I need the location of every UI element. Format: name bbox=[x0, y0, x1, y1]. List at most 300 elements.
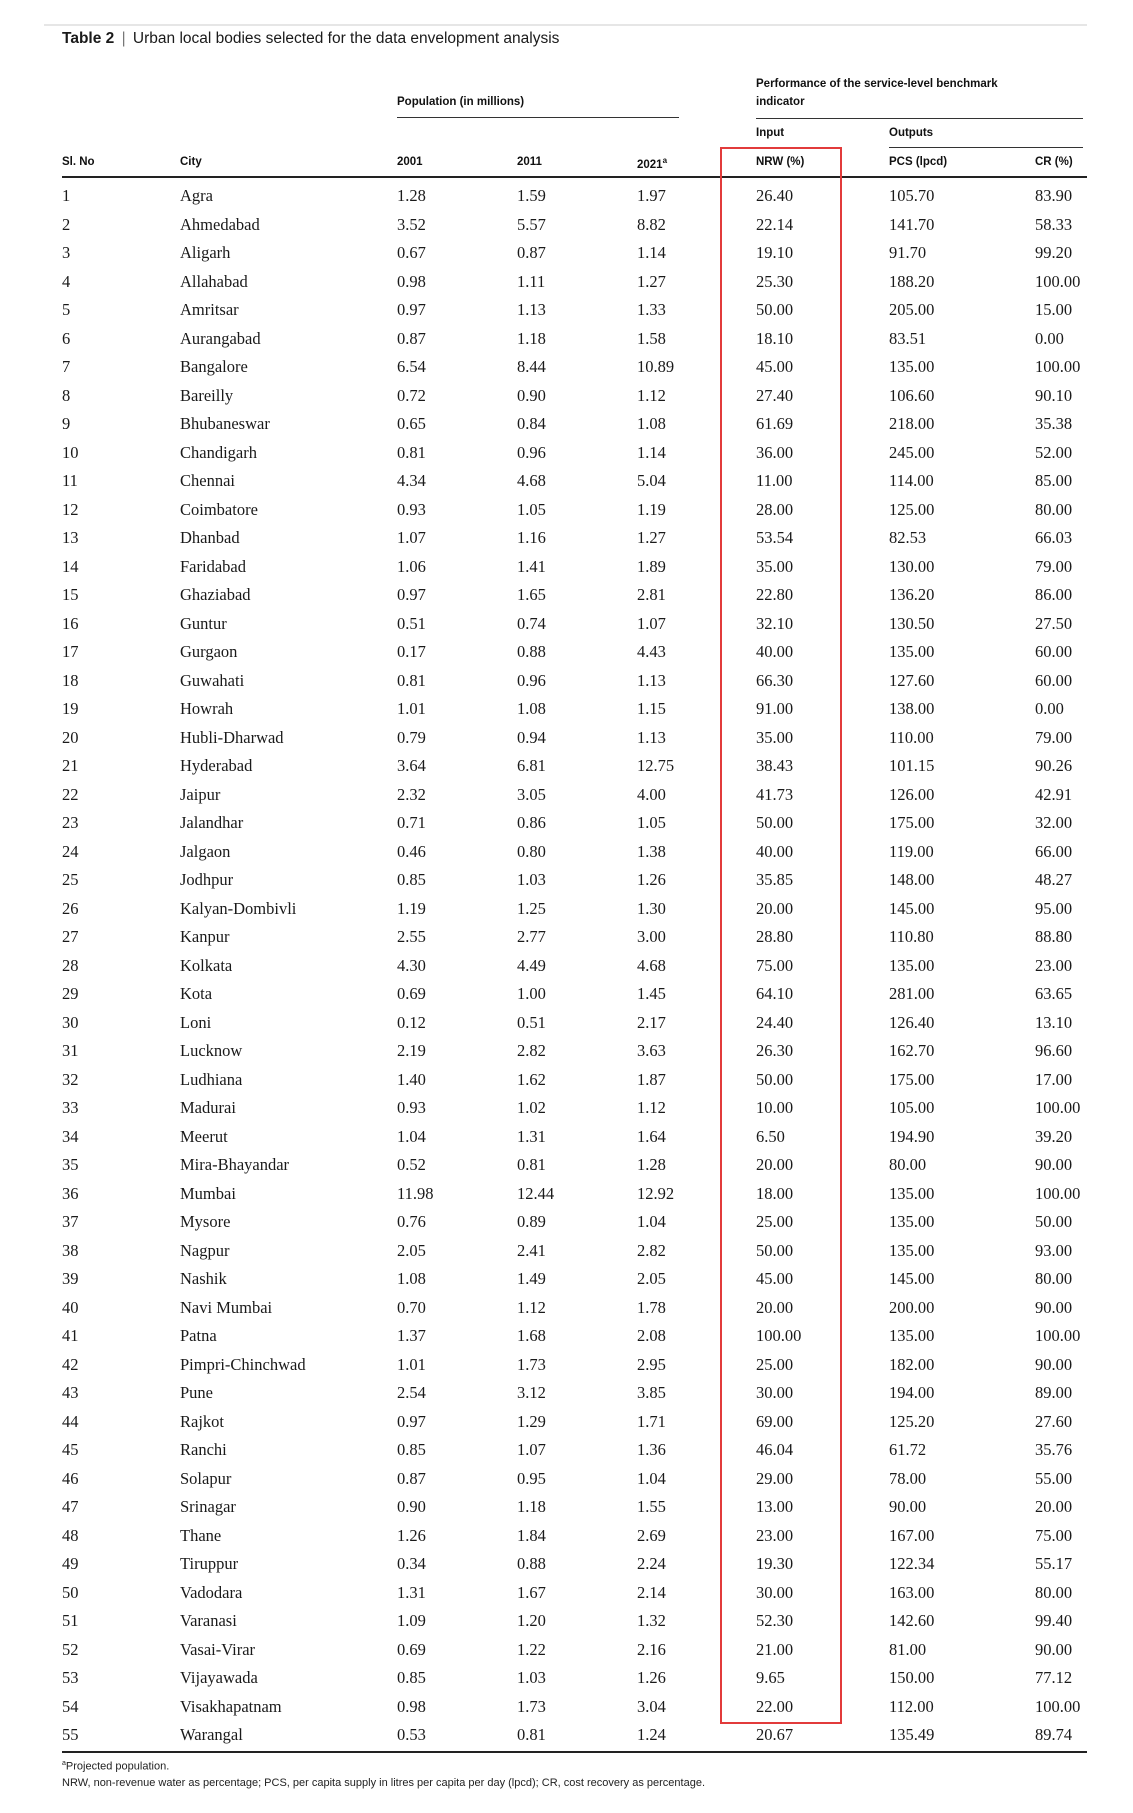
sl-no-cell: 14 bbox=[62, 556, 79, 576]
pcs-cell: 150.00 bbox=[889, 1668, 935, 1687]
pop-2021-cell: 8.82 bbox=[637, 214, 666, 234]
pop-2001-cell: 6.54 bbox=[397, 357, 426, 376]
nrw-cell: 20.67 bbox=[756, 1725, 794, 1744]
pcs-cell: 167.00 bbox=[889, 1525, 935, 1545]
pcs-cell: 135.00 bbox=[889, 1240, 935, 1260]
pop-2021-cell: 1.36 bbox=[637, 1440, 666, 1459]
sl-no-cell: 38 bbox=[62, 1240, 79, 1260]
footnote-projected bbox=[62, 1760, 169, 1773]
pop-2021-cell: 1.64 bbox=[637, 1126, 666, 1146]
cr-cell: 80.00 bbox=[1035, 1269, 1073, 1288]
sl-no-cell: 22 bbox=[62, 784, 79, 804]
pop-2021-cell: 2.08 bbox=[637, 1326, 666, 1345]
pop-2021-cell: 5.04 bbox=[637, 471, 666, 490]
city-cell: Jalandhar bbox=[180, 813, 244, 832]
cr-cell: 99.40 bbox=[1035, 1611, 1073, 1630]
col-header-pcs: PCS (lpcd) bbox=[889, 156, 948, 168]
pop-2021-cell: 1.15 bbox=[637, 699, 666, 718]
cr-cell: 60.00 bbox=[1035, 670, 1073, 690]
pop-2011-cell: 1.73 bbox=[517, 1354, 546, 1374]
pcs-cell: 141.70 bbox=[889, 214, 935, 234]
pop-2011-cell: 0.95 bbox=[517, 1468, 546, 1488]
pop-2021-cell: 4.00 bbox=[637, 784, 666, 804]
table-label: Table 2 bbox=[62, 30, 115, 47]
pop-2021-cell: 1.97 bbox=[637, 186, 666, 205]
city-cell: Kalyan-Dombivli bbox=[180, 898, 297, 918]
pop-2001-cell: 1.19 bbox=[397, 898, 426, 918]
cr-cell: 90.00 bbox=[1035, 1354, 1073, 1374]
pcs-cell: 194.90 bbox=[889, 1126, 935, 1146]
pop-2021-cell: 1.26 bbox=[637, 1668, 666, 1687]
table-row bbox=[0, 1637, 1133, 1663]
table-row bbox=[0, 1523, 1133, 1549]
pop-2021-cell: 1.13 bbox=[637, 727, 666, 747]
sl-no-cell: 25 bbox=[62, 870, 79, 889]
table-row bbox=[0, 639, 1133, 665]
pcs-cell: 205.00 bbox=[889, 300, 935, 319]
table-row bbox=[0, 497, 1133, 523]
nrw-cell: 66.30 bbox=[756, 670, 794, 690]
footnote-projected-text: Projected population. bbox=[65, 1760, 170, 1773]
pcs-cell: 135.00 bbox=[889, 357, 935, 376]
pop-2021-cell: 1.71 bbox=[637, 1411, 666, 1431]
cr-cell: 100.00 bbox=[1035, 1326, 1081, 1345]
pcs-cell: 106.60 bbox=[889, 385, 935, 405]
pcs-cell: 126.00 bbox=[889, 784, 935, 804]
pop-2021-cell: 2.82 bbox=[637, 1240, 666, 1260]
sl-no-cell: 12 bbox=[62, 499, 79, 519]
pop-2021-cell: 2.24 bbox=[637, 1554, 666, 1573]
nrw-cell: 24.40 bbox=[756, 1012, 794, 1032]
pop-2021-cell: 1.45 bbox=[637, 984, 666, 1003]
cr-cell: 90.00 bbox=[1035, 1297, 1073, 1317]
table-row bbox=[0, 1323, 1133, 1349]
pop-2001-cell: 0.98 bbox=[397, 271, 426, 291]
pop-2021-cell: 1.04 bbox=[637, 1212, 666, 1231]
city-cell: Varanasi bbox=[180, 1611, 237, 1630]
caption-separator: | bbox=[121, 30, 126, 47]
pop-2001-cell: 0.69 bbox=[397, 1639, 426, 1659]
pop-2011-cell: 1.67 bbox=[517, 1582, 546, 1602]
table-row bbox=[0, 1181, 1133, 1207]
cr-cell: 89.00 bbox=[1035, 1383, 1073, 1402]
cr-cell: 15.00 bbox=[1035, 300, 1073, 319]
pop-2011-cell: 0.90 bbox=[517, 385, 546, 405]
city-cell: Vasai-Virar bbox=[180, 1639, 256, 1659]
table-row bbox=[0, 1722, 1133, 1748]
sl-no-cell: 18 bbox=[62, 670, 79, 690]
pcs-cell: 145.00 bbox=[889, 1269, 935, 1288]
nrw-cell: 64.10 bbox=[756, 984, 794, 1003]
city-cell: Pimpri-Chinchwad bbox=[180, 1354, 306, 1374]
table-row bbox=[0, 1380, 1133, 1406]
pop-2011-cell: 6.81 bbox=[517, 756, 546, 775]
pop-2001-cell: 0.97 bbox=[397, 300, 426, 319]
pop-2001-cell: 4.34 bbox=[397, 471, 426, 490]
city-cell: Gurgaon bbox=[180, 642, 238, 661]
pcs-cell: 182.00 bbox=[889, 1354, 935, 1374]
pop-2001-cell: 1.09 bbox=[397, 1611, 426, 1630]
sl-no-cell: 19 bbox=[62, 699, 79, 718]
pop-2001-cell: 0.97 bbox=[397, 1411, 426, 1431]
city-cell: Mumbai bbox=[180, 1183, 236, 1203]
table-row bbox=[0, 782, 1133, 808]
city-cell: Jodhpur bbox=[180, 870, 234, 889]
header-input: Input bbox=[756, 127, 785, 139]
cr-cell: 95.00 bbox=[1035, 898, 1073, 918]
table-row bbox=[0, 1010, 1133, 1036]
nrw-cell: 69.00 bbox=[756, 1411, 794, 1431]
table-row bbox=[0, 668, 1133, 694]
sl-no-cell: 47 bbox=[62, 1497, 79, 1516]
cr-cell: 0.00 bbox=[1035, 328, 1064, 348]
nrw-cell: 20.00 bbox=[756, 1297, 794, 1317]
city-cell: Lucknow bbox=[180, 1041, 243, 1060]
pop-2021-cell: 1.13 bbox=[637, 670, 666, 690]
city-cell: Aligarh bbox=[180, 243, 231, 262]
pcs-cell: 119.00 bbox=[889, 841, 934, 861]
city-cell: Tiruppur bbox=[180, 1554, 239, 1573]
city-cell: Madurai bbox=[180, 1098, 236, 1117]
nrw-cell: 52.30 bbox=[756, 1611, 794, 1630]
city-cell: Amritsar bbox=[180, 300, 239, 319]
nrw-cell: 26.40 bbox=[756, 186, 794, 205]
pop-2011-cell: 2.41 bbox=[517, 1240, 546, 1260]
pcs-cell: 130.00 bbox=[889, 556, 935, 576]
city-cell: Srinagar bbox=[180, 1497, 236, 1516]
pop-2001-cell: 1.26 bbox=[397, 1525, 426, 1545]
pop-2021-cell: 1.89 bbox=[637, 556, 666, 576]
pcs-cell: 135.00 bbox=[889, 1183, 935, 1203]
col-header-2011: 2011 bbox=[517, 156, 542, 168]
col-header-cr: CR (%) bbox=[1035, 156, 1073, 168]
cr-cell: 100.00 bbox=[1035, 357, 1081, 376]
nrw-cell: 28.80 bbox=[756, 927, 794, 946]
header-performance-group-line2: indicator bbox=[756, 96, 805, 108]
pop-2021-cell: 1.24 bbox=[637, 1725, 666, 1744]
table-row bbox=[0, 1238, 1133, 1264]
nrw-cell: 30.00 bbox=[756, 1582, 794, 1602]
pop-2021-cell: 2.95 bbox=[637, 1354, 666, 1374]
pop-2011-cell: 3.12 bbox=[517, 1383, 546, 1402]
pop-2001-cell: 0.76 bbox=[397, 1212, 426, 1231]
pop-2021-cell: 3.00 bbox=[637, 927, 666, 946]
cr-cell: 50.00 bbox=[1035, 1212, 1073, 1231]
city-cell: Loni bbox=[180, 1012, 212, 1032]
nrw-cell: 40.00 bbox=[756, 642, 794, 661]
pop-2021-cell: 3.85 bbox=[637, 1383, 666, 1402]
city-cell: Mysore bbox=[180, 1212, 231, 1231]
table-row bbox=[0, 753, 1133, 779]
nrw-cell: 30.00 bbox=[756, 1383, 794, 1402]
sl-no-cell: 21 bbox=[62, 756, 79, 775]
pop-2001-cell: 0.67 bbox=[397, 243, 426, 262]
city-cell: Chennai bbox=[180, 471, 235, 490]
sl-no-cell: 52 bbox=[62, 1639, 79, 1659]
cr-cell: 90.00 bbox=[1035, 1155, 1073, 1174]
pop-2001-cell: 0.70 bbox=[397, 1297, 426, 1317]
city-cell: Dhanbad bbox=[180, 528, 240, 547]
pcs-cell: 110.00 bbox=[889, 727, 934, 747]
pop-2021-cell: 1.14 bbox=[637, 442, 666, 462]
nrw-cell: 36.00 bbox=[756, 442, 794, 462]
nrw-cell: 19.10 bbox=[756, 243, 794, 262]
city-cell: Hubli-Dharwad bbox=[180, 727, 284, 747]
cr-cell: 100.00 bbox=[1035, 1183, 1081, 1203]
cr-cell: 13.10 bbox=[1035, 1012, 1073, 1032]
nrw-cell: 45.00 bbox=[756, 357, 794, 376]
pop-2001-cell: 0.71 bbox=[397, 813, 426, 832]
cr-cell: 35.76 bbox=[1035, 1440, 1073, 1459]
pcs-cell: 105.70 bbox=[889, 186, 935, 205]
city-cell: Jaipur bbox=[180, 784, 221, 804]
table-row bbox=[0, 297, 1133, 323]
pop-2011-cell: 0.87 bbox=[517, 243, 546, 262]
pop-2021-cell: 12.92 bbox=[637, 1183, 675, 1203]
sl-no-cell: 48 bbox=[62, 1525, 79, 1545]
cr-cell: 100.00 bbox=[1035, 1696, 1081, 1716]
pop-2011-cell: 1.25 bbox=[517, 898, 546, 918]
col-header-sl-no: Sl. No bbox=[62, 156, 95, 168]
pop-2021-cell: 1.28 bbox=[637, 1155, 666, 1174]
nrw-cell: 25.30 bbox=[756, 271, 794, 291]
sl-no-cell: 29 bbox=[62, 984, 79, 1003]
pop-2001-cell: 0.72 bbox=[397, 385, 426, 405]
pop-2001-cell: 0.85 bbox=[397, 1668, 426, 1687]
pop-2021-cell: 10.89 bbox=[637, 357, 675, 376]
nrw-cell: 32.10 bbox=[756, 613, 794, 633]
table-row bbox=[0, 1466, 1133, 1492]
city-cell: Mira-Bhayandar bbox=[180, 1155, 290, 1174]
pop-2021-cell: 1.12 bbox=[637, 385, 666, 405]
pop-2001-cell: 0.85 bbox=[397, 870, 426, 889]
sl-no-cell: 13 bbox=[62, 528, 79, 547]
pop-2011-cell: 0.51 bbox=[517, 1012, 546, 1032]
pcs-cell: 281.00 bbox=[889, 984, 935, 1003]
pop-2011-cell: 1.49 bbox=[517, 1269, 546, 1288]
pop-2021-cell: 3.04 bbox=[637, 1696, 666, 1716]
pop-2021-cell: 2.69 bbox=[637, 1525, 666, 1545]
table-bottom-rule bbox=[62, 1751, 1087, 1753]
nrw-cell: 11.00 bbox=[756, 471, 793, 490]
table-row bbox=[0, 554, 1133, 580]
table-row bbox=[0, 1266, 1133, 1292]
pop-2021-cell: 1.07 bbox=[637, 613, 666, 633]
table-row bbox=[0, 810, 1133, 836]
city-cell: Nagpur bbox=[180, 1240, 230, 1260]
sl-no-cell: 7 bbox=[62, 357, 71, 376]
pop-2001-cell: 0.69 bbox=[397, 984, 426, 1003]
table-row bbox=[0, 839, 1133, 865]
nrw-cell: 27.40 bbox=[756, 385, 794, 405]
pcs-cell: 142.60 bbox=[889, 1611, 935, 1630]
pcs-cell: 80.00 bbox=[889, 1155, 927, 1174]
cr-cell: 77.12 bbox=[1035, 1668, 1073, 1687]
footnote-marker: a bbox=[62, 1760, 66, 1767]
pcs-cell: 105.00 bbox=[889, 1098, 935, 1117]
sl-no-cell: 32 bbox=[62, 1069, 79, 1089]
pop-2001-cell: 1.40 bbox=[397, 1069, 426, 1089]
pcs-cell: 218.00 bbox=[889, 414, 935, 433]
city-cell: Pune bbox=[180, 1383, 213, 1402]
city-cell: Nashik bbox=[180, 1269, 227, 1288]
table-row bbox=[0, 326, 1133, 352]
table-row bbox=[0, 1095, 1133, 1121]
cr-cell: 88.80 bbox=[1035, 927, 1073, 946]
sl-no-cell: 2 bbox=[62, 214, 71, 234]
table-row bbox=[0, 212, 1133, 238]
pcs-cell: 91.70 bbox=[889, 243, 927, 262]
pcs-cell: 135.00 bbox=[889, 642, 935, 661]
nrw-highlight-box bbox=[720, 147, 842, 1724]
sl-no-cell: 43 bbox=[62, 1383, 79, 1402]
nrw-cell: 13.00 bbox=[756, 1497, 794, 1516]
city-cell: Kota bbox=[180, 984, 213, 1003]
table-row bbox=[0, 611, 1133, 637]
city-cell: Coimbatore bbox=[180, 499, 258, 519]
pcs-cell: 148.00 bbox=[889, 870, 935, 889]
table-row bbox=[0, 896, 1133, 922]
cr-cell: 85.00 bbox=[1035, 471, 1073, 490]
nrw-cell: 53.54 bbox=[756, 528, 794, 547]
pop-2001-cell: 1.06 bbox=[397, 556, 426, 576]
city-cell: Meerut bbox=[180, 1126, 228, 1146]
pcs-cell: 126.40 bbox=[889, 1012, 935, 1032]
header-population-group: Population (in millions) bbox=[397, 96, 525, 108]
pop-2021-cell: 2.81 bbox=[637, 585, 666, 604]
pop-2011-cell: 1.84 bbox=[517, 1525, 546, 1545]
cr-cell: 52.00 bbox=[1035, 442, 1073, 462]
pop-2011-cell: 8.44 bbox=[517, 357, 546, 376]
pop-2001-cell: 2.19 bbox=[397, 1041, 426, 1060]
sl-no-cell: 40 bbox=[62, 1297, 79, 1317]
pop-2021-cell: 1.55 bbox=[637, 1497, 666, 1516]
pop-2001-cell: 0.52 bbox=[397, 1155, 426, 1174]
pcs-cell: 135.00 bbox=[889, 1212, 935, 1231]
nrw-cell: 40.00 bbox=[756, 841, 794, 861]
pop-2001-cell: 4.30 bbox=[397, 955, 426, 975]
pop-2011-cell: 0.84 bbox=[517, 414, 546, 433]
sl-no-cell: 3 bbox=[62, 243, 71, 262]
sl-no-cell: 35 bbox=[62, 1155, 79, 1174]
sl-no-cell: 45 bbox=[62, 1440, 79, 1459]
table-title: Urban local bodies selected for the data envelopment analysis bbox=[132, 30, 560, 47]
pop-2011-cell: 3.05 bbox=[517, 784, 546, 804]
pcs-cell: 114.00 bbox=[889, 471, 934, 490]
sl-no-cell: 27 bbox=[62, 927, 79, 946]
pop-2001-cell: 0.12 bbox=[397, 1012, 426, 1032]
sl-no-cell: 30 bbox=[62, 1012, 79, 1032]
pcs-cell: 101.15 bbox=[889, 756, 935, 775]
city-cell: Solapur bbox=[180, 1468, 232, 1488]
sl-no-cell: 6 bbox=[62, 328, 71, 348]
city-cell: Allahabad bbox=[180, 271, 248, 291]
city-cell: Warangal bbox=[180, 1725, 243, 1744]
pop-2011-cell: 0.81 bbox=[517, 1725, 546, 1744]
table-row bbox=[0, 1409, 1133, 1435]
nrw-cell: 25.00 bbox=[756, 1354, 794, 1374]
pop-2001-cell: 0.87 bbox=[397, 328, 426, 348]
cr-cell: 39.20 bbox=[1035, 1126, 1073, 1146]
pop-2011-cell: 1.68 bbox=[517, 1326, 546, 1345]
pcs-cell: 162.70 bbox=[889, 1041, 935, 1060]
pop-2001-cell: 1.08 bbox=[397, 1269, 426, 1288]
pop-2011-cell: 2.77 bbox=[517, 927, 546, 946]
city-cell: Kanpur bbox=[180, 927, 230, 946]
pop-2021-cell: 1.27 bbox=[637, 271, 666, 291]
pcs-cell: 188.20 bbox=[889, 271, 935, 291]
pop-2001-cell: 0.93 bbox=[397, 1098, 426, 1117]
pop-2011-cell: 0.94 bbox=[517, 727, 546, 747]
cr-cell: 0.00 bbox=[1035, 699, 1064, 718]
nrw-cell: 50.00 bbox=[756, 1240, 794, 1260]
sl-no-cell: 28 bbox=[62, 955, 79, 975]
pop-2021-cell: 1.30 bbox=[637, 898, 666, 918]
pop-2021-cell: 1.14 bbox=[637, 243, 666, 262]
pop-2001-cell: 0.98 bbox=[397, 1696, 426, 1716]
pcs-cell: 245.00 bbox=[889, 442, 935, 462]
nrw-cell: 23.00 bbox=[756, 1525, 794, 1545]
pcs-cell: 135.49 bbox=[889, 1725, 935, 1744]
col-header-nrw: NRW (%) bbox=[756, 156, 805, 168]
pop-2021-cell: 1.33 bbox=[637, 300, 666, 319]
city-cell: Kolkata bbox=[180, 955, 233, 975]
pop-2001-cell: 0.90 bbox=[397, 1497, 426, 1516]
pop-2011-cell: 0.74 bbox=[517, 613, 546, 633]
pop-2001-cell: 2.05 bbox=[397, 1240, 426, 1260]
cr-cell: 20.00 bbox=[1035, 1497, 1073, 1516]
sl-no-cell: 54 bbox=[62, 1696, 79, 1716]
city-cell: Faridabad bbox=[180, 556, 246, 576]
pop-2011-cell: 12.44 bbox=[517, 1183, 555, 1203]
pop-2011-cell: 1.31 bbox=[517, 1126, 546, 1146]
pop-2011-cell: 5.57 bbox=[517, 214, 546, 234]
sl-no-cell: 51 bbox=[62, 1611, 79, 1630]
pop-2011-cell: 2.82 bbox=[517, 1041, 546, 1060]
pop-2011-cell: 1.02 bbox=[517, 1098, 546, 1117]
city-cell: Ghaziabad bbox=[180, 585, 251, 604]
pop-2021-cell: 1.58 bbox=[637, 328, 666, 348]
pop-2011-cell: 4.49 bbox=[517, 955, 546, 975]
sl-no-cell: 34 bbox=[62, 1126, 79, 1146]
nrw-cell: 26.30 bbox=[756, 1041, 794, 1060]
pop-2011-cell: 1.18 bbox=[517, 1497, 546, 1516]
cr-cell: 58.33 bbox=[1035, 214, 1073, 234]
pop-2011-cell: 1.05 bbox=[517, 499, 546, 519]
cr-cell: 23.00 bbox=[1035, 955, 1073, 975]
pop-2001-cell: 1.37 bbox=[397, 1326, 426, 1345]
pop-2001-cell: 0.97 bbox=[397, 585, 426, 604]
pop-2021-cell: 4.68 bbox=[637, 955, 666, 975]
cr-cell: 89.74 bbox=[1035, 1725, 1073, 1744]
city-cell: Jalgaon bbox=[180, 841, 231, 861]
nrw-cell: 35.85 bbox=[756, 870, 794, 889]
table-row bbox=[0, 1295, 1133, 1321]
nrw-cell: 22.80 bbox=[756, 585, 794, 604]
pop-2011-cell: 1.07 bbox=[517, 1440, 546, 1459]
city-cell: Patna bbox=[180, 1326, 217, 1345]
sl-no-cell: 20 bbox=[62, 727, 79, 747]
pop-2021-cell: 1.12 bbox=[637, 1098, 666, 1117]
table-row bbox=[0, 725, 1133, 751]
pop-2001-cell: 0.87 bbox=[397, 1468, 426, 1488]
pop-2011-cell: 0.88 bbox=[517, 642, 546, 661]
pop-2011-cell: 1.62 bbox=[517, 1069, 546, 1089]
pcs-cell: 83.51 bbox=[889, 328, 927, 348]
cr-cell: 66.00 bbox=[1035, 841, 1073, 861]
cr-cell: 86.00 bbox=[1035, 585, 1073, 604]
pop-2011-cell: 0.96 bbox=[517, 670, 546, 690]
